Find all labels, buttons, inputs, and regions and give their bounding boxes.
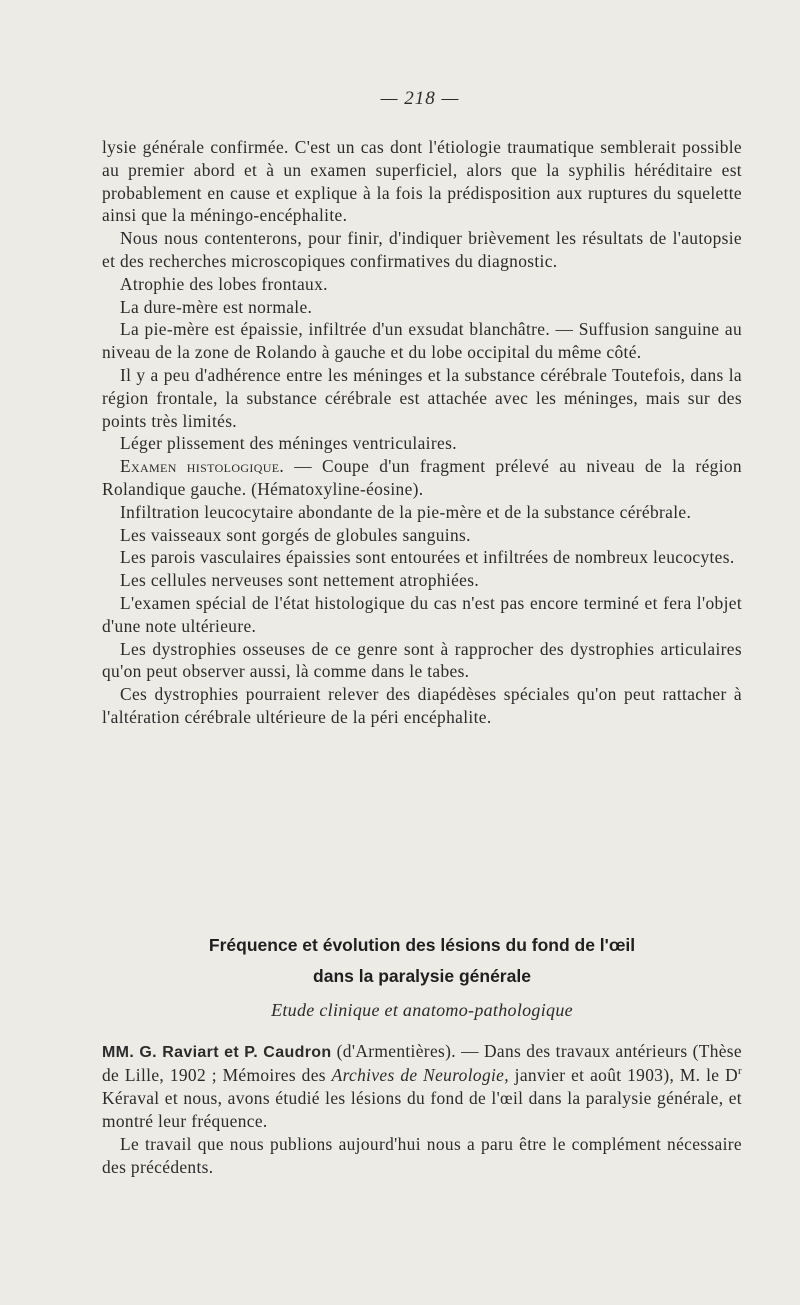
paragraph: lysie générale confirmée. C'est un cas dont l'étiologie traumatique semblerait possible au premier abord et à un examen superficiel, alors que la syphilis héréditaire est probablement en cause et explique à la fois la prédisposition aux ruptures du squelette ainsi que la méningo-encéphalite. bbox=[102, 137, 742, 226]
article-body bbox=[102, 1040, 742, 1179]
paragraph: Les vaisseaux sont gorgés de globules sanguins. bbox=[120, 524, 471, 545]
paragraph-text: — Coupe d'un fragment prélevé au niveau de la région Rolandique gauche. (Hématoxyline-éosine). bbox=[102, 456, 742, 499]
paragraph-histology bbox=[102, 455, 742, 501]
paragraph: Léger plissement des méninges ventriculaires. bbox=[120, 433, 457, 454]
article-text: Kéraval et nous, avons étudié les lésions du fond de l'œil dans la paralysie générale, et montré leur fréquence. bbox=[102, 1088, 742, 1131]
paragraph: La pie-mère est épaissie, infiltrée d'un exsudat blanchâtre. — Suffusion sanguine au niveau de la zone de Rolando à gauche et du lobe occipital du même côté. bbox=[102, 319, 742, 363]
page-number: — 218 — bbox=[380, 88, 460, 109]
article-text: janvier et août 1903), M. le D bbox=[508, 1065, 738, 1085]
paragraph: Les parois vasculaires épaissies sont entourées et infiltrées de nombreux leucocytes. bbox=[120, 547, 735, 568]
article-title-line-2: dans la paralysie générale bbox=[313, 966, 531, 986]
journal-name: Archives de Neurologie, bbox=[331, 1065, 509, 1085]
paragraph: L'examen spécial de l'état histologique du cas n'est pas encore terminé et fera l'objet d'une note ultérieure. bbox=[102, 592, 742, 636]
article-authors: MM. G. Raviart et P. Caudron bbox=[102, 1044, 332, 1061]
article-text: (d'Armentières). — Dans des travaux antérieurs (Thèse de Lille, 1902 ; Mémoires des bbox=[102, 1041, 742, 1085]
article-header bbox=[102, 930, 742, 1021]
case-report-continuation bbox=[102, 136, 742, 729]
paragraph: Les dystrophies osseuses de ce genre sont à rapprocher des dystrophies articulaires qu'on peut observer aussi, là comme dans le tabes. bbox=[102, 638, 742, 682]
paragraph: Infiltration leucocytaire abondante de la pie-mère et de la substance cérébrale. bbox=[120, 501, 692, 522]
paragraph: Les cellules nerveuses sont nettement atrophiées. bbox=[120, 570, 480, 591]
superscript: r bbox=[737, 1065, 742, 1078]
paragraph: La dure-mère est normale. bbox=[120, 296, 313, 317]
article-paragraph bbox=[102, 1040, 742, 1133]
paragraph: Nous nous contenterons, pour finir, d'indiquer brièvement les résultats de l'autopsie et des recherches microscopiques confirmatives du diagnostic. bbox=[102, 228, 742, 271]
article-title-line-1: Fréquence et évolution des lésions du fond de l'œil bbox=[208, 935, 636, 955]
section-heading-histology: Examen histologique. bbox=[120, 456, 285, 477]
paragraph: Atrophie des lobes frontaux. bbox=[120, 273, 328, 294]
article-paragraph: Le travail que nous publions aujourd'hui nous a paru être le complément nécessaire des précédents. bbox=[102, 1134, 742, 1177]
article-subtitle: Etude clinique et anatomo-pathologique bbox=[271, 1000, 573, 1020]
paragraph: Ces dystrophies pourraient relever des diapédèses spéciales qu'on peut rattacher à l'altération cérébrale ultérieure de la péri encéphalite. bbox=[102, 684, 742, 727]
paragraph: Il y a peu d'adhérence entre les méninges et la substance cérébrale Toutefois, dans la région frontale, la substance cérébrale est attachée avec les méninges, mais sur des points très limités. bbox=[102, 364, 742, 431]
